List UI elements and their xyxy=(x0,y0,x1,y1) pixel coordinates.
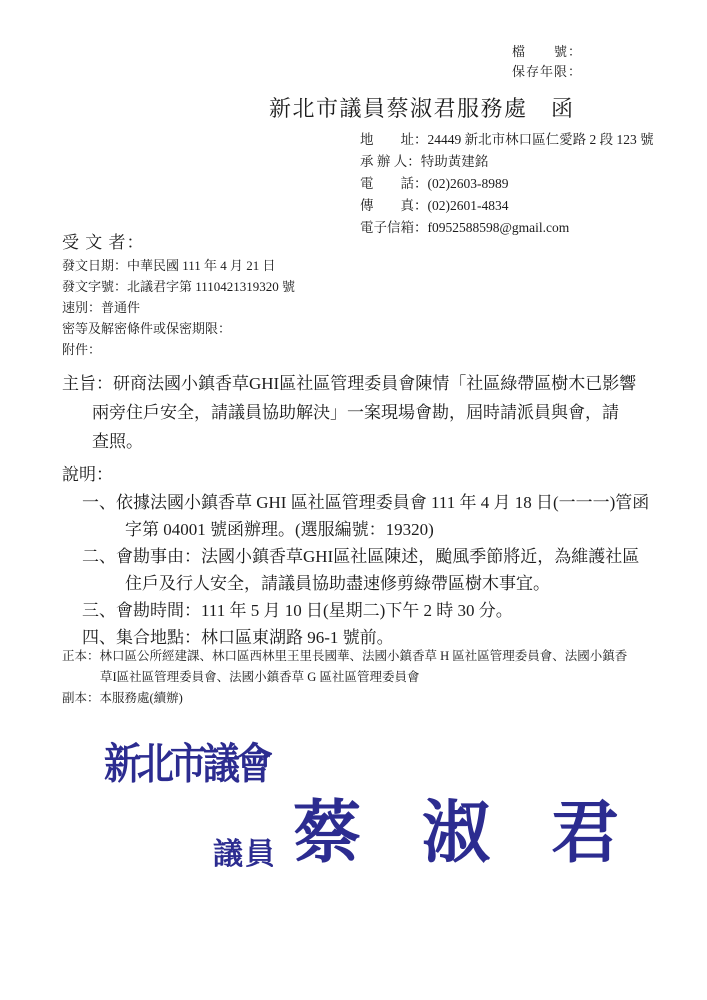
email-value: f0952588598@gmail.com xyxy=(427,220,570,235)
sender-fax-row xyxy=(360,195,654,217)
file-number-block xyxy=(512,42,582,82)
sender-phone-row xyxy=(360,173,654,195)
cc-copy-value: 本服務處(續辦) xyxy=(99,691,183,705)
item-1-number: 一、 xyxy=(82,493,116,512)
cc-copy-line xyxy=(62,688,672,709)
original-copy-text-1: 林口區公所經建課、林口區西林里王里長國華、法國小鎮香草 H 區社區管理委員會、法國小鎮香 xyxy=(99,649,628,663)
item-2-number: 二、 xyxy=(82,547,116,566)
sender-email-row xyxy=(360,217,654,239)
email-label: 電子信箱： xyxy=(360,220,428,235)
subject-text-1: 研商法國小鎮香草GHI區社區管理委員會陳情「社區綠帶區樹木已影響 xyxy=(113,374,637,393)
recipient-label: 受 文 者： xyxy=(62,233,145,252)
item-1-text: 依據法國小鎮香草 GHI 區社區管理委員會 111 年 4 月 18 日(一一一)管函 xyxy=(116,493,650,512)
subject-line-1 xyxy=(62,369,682,398)
cc-copy-label: 副本： xyxy=(62,691,100,705)
original-copy-line-1 xyxy=(62,646,672,667)
original-copy-line-2: 草I區社區管理委員會、法國小鎮香草 G 區社區管理委員會 xyxy=(100,670,420,684)
councilor-name-calligraphy: 蔡 淑 君 xyxy=(293,795,642,871)
item-1-line-1 xyxy=(82,489,687,516)
document-title: 新北市議員蔡淑君服務處 函 xyxy=(269,96,575,121)
explanation-section xyxy=(62,461,687,651)
priority-line: 速別：普通件 xyxy=(62,300,141,315)
fax-value: (02)2601-4834 xyxy=(427,198,509,213)
phone-label: 電 話： xyxy=(360,176,428,191)
signature-row xyxy=(213,793,641,875)
item-3-number: 三、 xyxy=(82,601,116,620)
contact-person-value: 特助黃建銘 xyxy=(420,154,489,169)
reference-number-line: 發文字號：北議君字第 1110421319320 號 xyxy=(62,279,296,294)
councilor-title-calligraphy: 議員 xyxy=(213,838,277,871)
item-2-line-2: 住戶及行人安全，請議員協助盡速修剪綠帶區樹木事宜。 xyxy=(125,574,550,593)
subject-line-2: 兩旁住戶安全，請議員協助解決」一案現場會勘，屆時請派員與會，請 xyxy=(92,403,619,422)
original-copy-label: 正本： xyxy=(62,649,100,663)
address-value: 24449 新北市林口區仁愛路 2 段 123 號 xyxy=(427,132,654,147)
item-4-number: 四、 xyxy=(82,628,116,647)
classification-line: 密等及解密條件或保密期限： xyxy=(62,321,232,336)
issue-date-line: 發文日期：中華民國 111 年 4 月 21 日 xyxy=(62,258,276,273)
explanation-item-3 xyxy=(62,597,687,624)
explanation-items xyxy=(62,489,687,651)
retention-period-label: 保存年限： xyxy=(512,64,583,79)
document-meta-block xyxy=(62,255,295,360)
file-number-label: 檔 號： xyxy=(512,44,583,59)
item-1-line-2: 字第 04001 號函辦理。(選服編號：19320) xyxy=(125,520,434,539)
attachment-line: 附件： xyxy=(62,342,102,357)
item-4-text: 集合地點：林口區東湖路 96-1 號前。 xyxy=(116,628,394,647)
subject-section xyxy=(62,369,682,456)
copies-section xyxy=(62,646,672,709)
subject-line-3: 查照。 xyxy=(92,432,143,451)
address-label: 地 址： xyxy=(360,132,428,147)
subject-label: 主旨： xyxy=(62,374,113,393)
explanation-label: 說明： xyxy=(62,465,113,484)
phone-value: (02)2603-8989 xyxy=(427,176,509,191)
sender-contact-person-row xyxy=(360,151,654,173)
item-2-text: 會勘事由：法國小鎮香草GHI區社區陳述，颱風季節將近，為維護社區 xyxy=(116,547,640,566)
sender-address-row xyxy=(360,129,654,151)
item-3-text: 會勘時間：111 年 5 月 10 日(星期二)下午 2 時 30 分。 xyxy=(116,601,513,620)
contact-person-label: 承 辦 人： xyxy=(360,154,421,169)
sender-contact-block xyxy=(360,129,654,239)
item-3-line-1 xyxy=(82,597,687,624)
explanation-item-2 xyxy=(62,543,687,597)
item-2-line-1 xyxy=(82,543,687,570)
council-calligraphy-stamp: 新北市議會 xyxy=(104,741,269,789)
fax-label: 傳 真： xyxy=(360,198,428,213)
explanation-item-1 xyxy=(62,489,687,543)
